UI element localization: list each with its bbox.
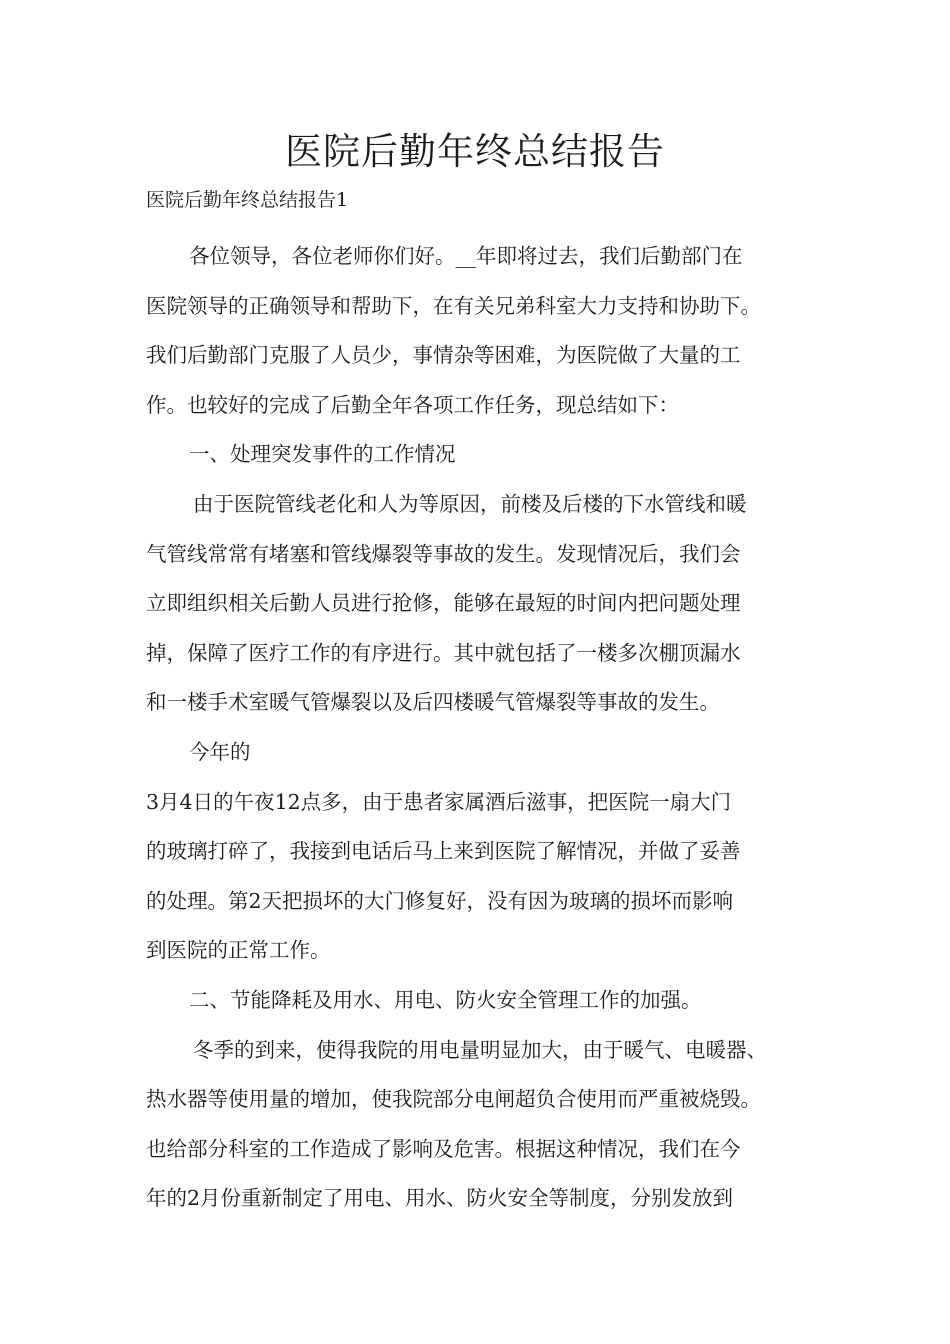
body-line: 我们后勤部门克服了人员少，事情杂等困难，为医院做了大量的工 <box>146 343 741 368</box>
body-line: 二、节能降耗及用水、用电、防火安全管理工作的加强。 <box>189 987 702 1012</box>
body-line: 由于医院管线老化和人为等原因，前楼及后楼的下水管线和暖 <box>193 491 747 516</box>
body-line: 也给部分科室的工作造成了影响及危害。根据这种情况，我们在今 <box>146 1136 741 1161</box>
body-line: 各位领导，各位老师你们好。__年即将过去，我们后勤部门在 <box>189 244 743 268</box>
body-line: 和一楼手术室暖气管爆裂以及后四楼暖气管爆裂等事故的发生。 <box>146 690 720 715</box>
document-title: 医院后勤年终总结报告 <box>285 130 665 173</box>
body-line: 冬季的到来，使得我院的用电量明显加大，由于暖气、电暖器、 <box>193 1037 767 1062</box>
body-line: 年的2月份重新制定了用电、用水、防火安全等制度，分别发放到 <box>146 1186 734 1211</box>
body-line: 一、处理突发事件的工作情况 <box>189 442 456 467</box>
body-line: 气管线常常有堵塞和管线爆裂等事故的发生。发现情况后，我们会 <box>146 541 741 566</box>
body-line: 的处理。第2天把损坏的大门修复好，没有因为玻璃的损坏而影响 <box>146 888 734 913</box>
body-line: 到医院的正常工作。 <box>146 938 331 963</box>
document-subtitle: 医院后勤年终总结报告1 <box>146 189 349 211</box>
document-body <box>146 232 826 1224</box>
body-line: 作。也较好的完成了后勤全年各项工作任务，现总结如下： <box>146 392 679 417</box>
body-line: 的玻璃打碎了，我接到电话后马上来到医院了解情况，并做了妥善 <box>146 839 741 864</box>
body-line: 掉，保障了医疗工作的有序进行。其中就包括了一楼多次棚顶漏水 <box>146 640 741 665</box>
body-line: 今年的 <box>189 739 251 764</box>
body-line: 医院领导的正确领导和帮助下，在有关兄弟科室大力支持和协助下。 <box>146 293 761 318</box>
body-line: 3月4日的午夜12点多，由于患者家属酒后滋事，把医院一扇大门 <box>146 789 732 814</box>
body-line: 热水器等使用量的增加，使我院部分电闸超负合使用而严重被烧毁。 <box>146 1087 761 1112</box>
body-line: 立即组织相关后勤人员进行抢修，能够在最短的时间内把问题处理 <box>146 591 741 616</box>
